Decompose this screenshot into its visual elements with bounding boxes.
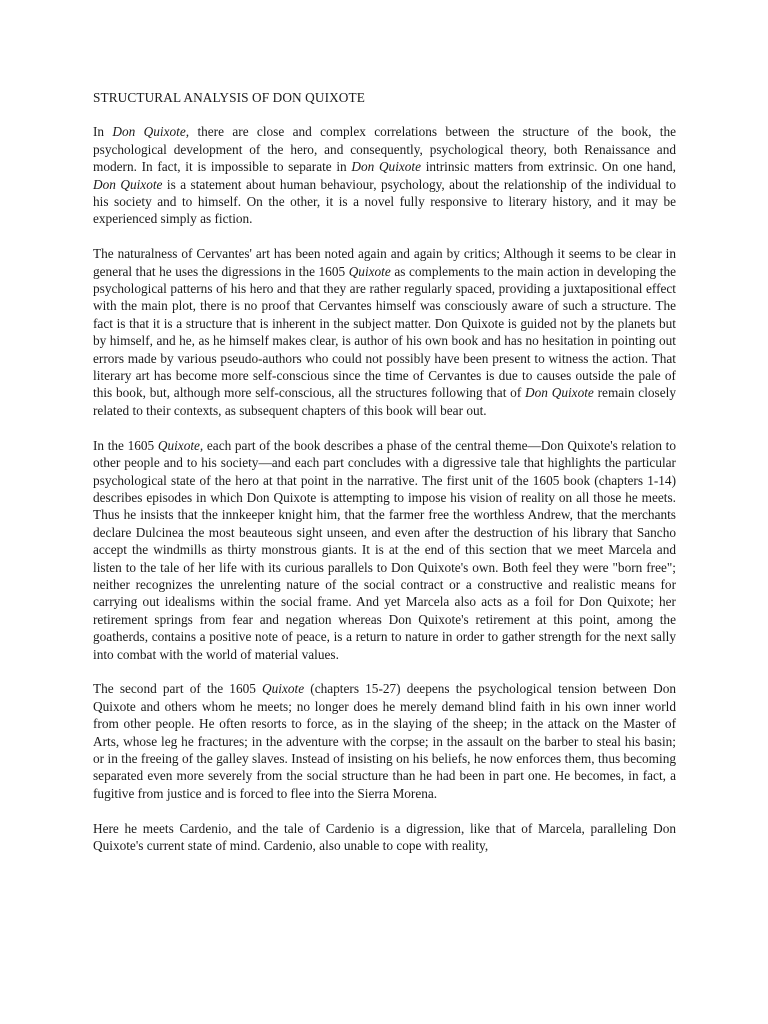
document-page [93,89,676,872]
italic-title-run: Don Quixote [351,159,422,175]
text-run: remain closely related to their contexts, as subsequent chapters of this book will bear out. [93,385,676,418]
text-run: The naturalness of Cervantes' art has been noted again and again by critics; Although it seems to be clear in general that he uses the digressions in the 1605 [93,246,676,279]
italic-title-run: Don Quixote [525,385,594,401]
text-run: Here he meets Cardenio, and the tale of Cardenio is a digression, like that of Marcela, paralleling Don Quixote's current state of mind. Cardenio, also unable to cope with reality, [93,820,676,853]
text-run: The second part of the 1605 [93,681,263,697]
italic-title-run: Quixote [262,681,305,697]
paragraph-4 [93,680,676,802]
italic-title-run: Quixote [348,263,391,279]
text-run: there are close and complex correlations between the structure of the book, the psychological development of the hero, and consequently, psychological theory, both Renaissance and modern. In fact, it is impossible to separate in [93,124,677,175]
text-run: In the 1605 [93,437,158,453]
text-run: as complements to the main action in developing the psychological patterns of his hero and that they are rather regularly spaced, providing a juxtapositional effect with the main plot, there is no proof that Cervantes himself was consciously aware of such a structure. The fact is that it is a structure that is inherent in the subject matter. Don Quixote is guided not by the planets but by himself, and he, as he himself makes clear, is author of his own book and has no hesitation in pointing out errors made by various pseudo-authors who could not possibly have been present to witness the action. That literary art has become more self-conscious since the time of Cervantes is due to causes outside the pale of this book, but, although more self-conscious, all the structures following that of [93,263,676,401]
text-run: In [93,124,113,140]
text-run: is a statement about human behaviour, psychology, about the relationship of the individual to his society and to himself. On the other, it is a novel fully responsive to literary history, and it may be experienced simply as fiction. [93,176,676,227]
paragraph-1 [93,123,676,227]
paragraph-5 [93,820,676,855]
text-run: intrinsic matters from extrinsic. On one hand, [421,159,676,175]
document-title: STRUCTURAL ANALYSIS OF DON QUIXOTE [93,90,365,105]
italic-title-run: Don Quixote, [112,124,190,140]
text-run: each part of the book describes a phase of the central theme—Don Quixote's relation to other people and to his society—and each part concludes with a digressive tale that highlights the particular psychological state of the hero at that point in the narrative. The first unit of the 1605 book (chapters 1-14) describes episodes in which Don Quixote is attempting to impose his vision of reality on all those he meets. Thus he insists that the innkeeper knight him, that the farmer free the worthless Andrew, that the merchants declare Dulcinea the most beauteous sight unseen, and even after the destruction of his library that Sancho accept the windmills as thirty monstrous giants. It is at the end of this section that we meet Marcela and listen to the tale of her life with its curious parallels to Don Quixote's own. Both feel they were "born free"; neither recognizes the unrelenting nature of the social contract or a constructive and realistic means for carrying out idealisms within the social frame. And yet Marcela also acts as a foil for Don Quixote; her retirement springs from fear and negation whereas Don Quixote's retirement at this point, among the goatherds, contains a positive note of peace, is a return to nature in order to gather strength for the next sally into combat with the world of material values. [93,437,676,662]
italic-title-run: Don Quixote [93,176,163,192]
italic-title-run: Quixote, [157,437,204,453]
paragraph-2 [93,245,676,419]
text-run: (chapters 15-27) deepens the psychological tension between Don Quixote and others whom he meets; no longer does he merely demand blind faith in his own inner world from other people. He often resorts to force, as in the slaying of the sheep; in the attack on the Master of Arts, whose leg he fractures; in the adventure with the corpse; in the assault on the barber to steal his basin; or in the freeing of the galley slaves. Instead of insisting on his beliefs, he now enforces them, thus becoming separated even more severely from the social structure than he had been in part one. He becomes, in fact, a fugitive from justice and is forced to flee into the Sierra Morena. [93,681,676,801]
paragraph-3 [93,437,676,663]
